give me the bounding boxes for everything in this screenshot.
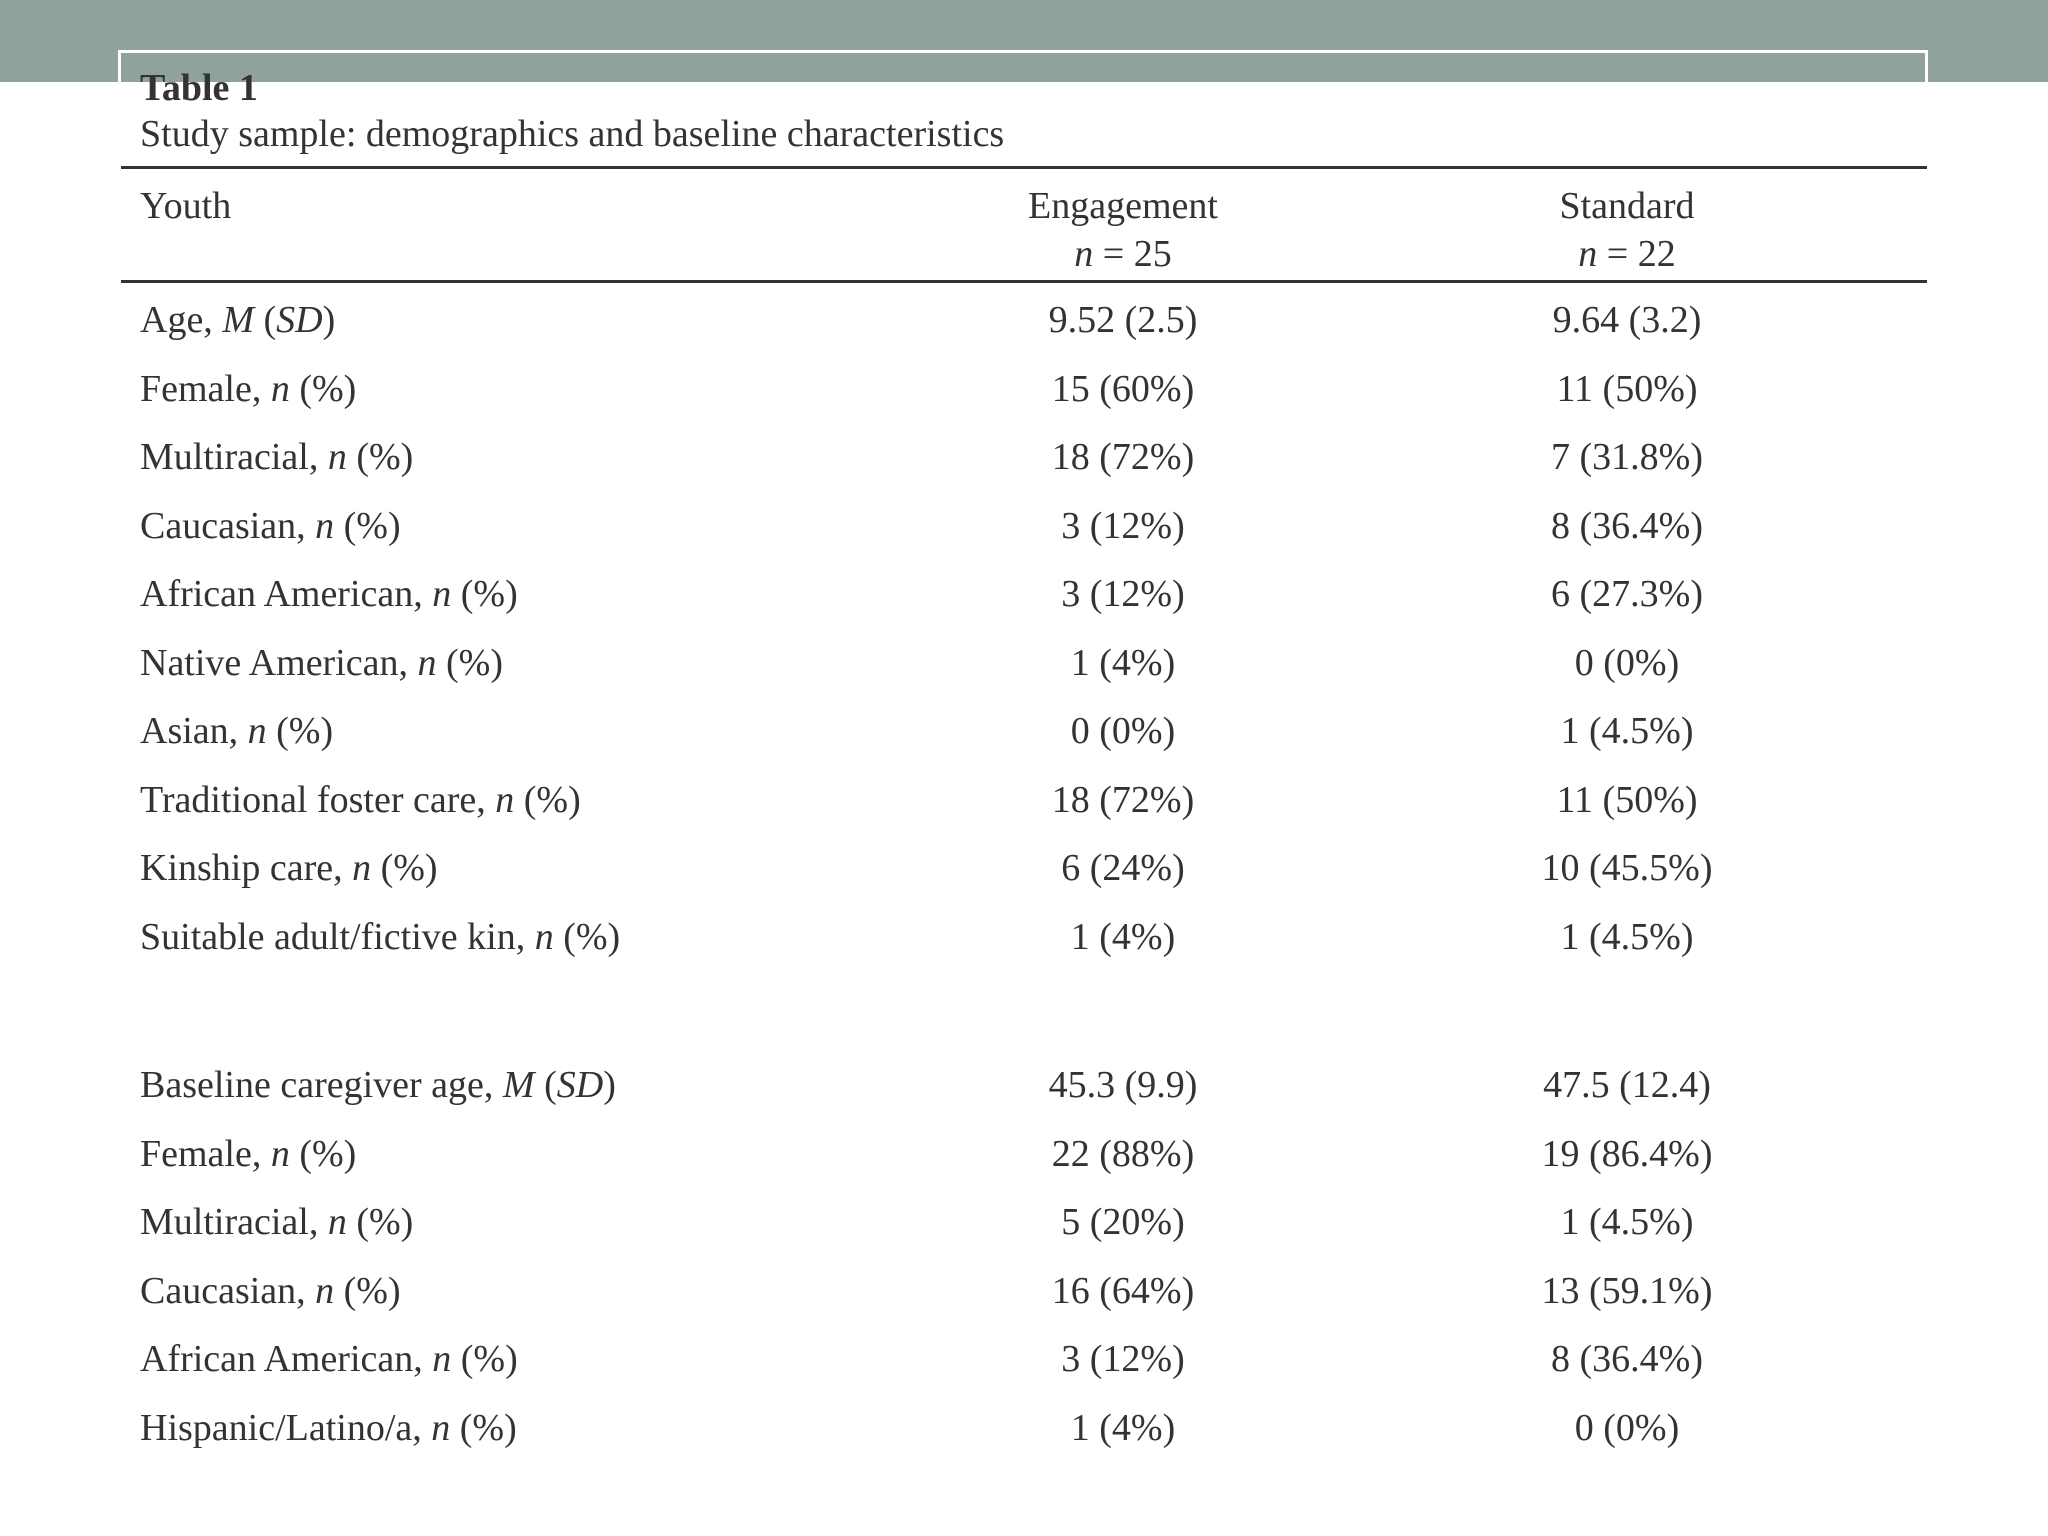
table-row bbox=[0, 433, 2048, 501]
standard-value: 1 (4.5%) bbox=[1560, 710, 1694, 752]
row-label: African American, n (%) bbox=[140, 1338, 518, 1380]
standard-value: 6 (27.3%) bbox=[1551, 573, 1703, 615]
standard-value: 1 (4.5%) bbox=[1560, 915, 1694, 958]
standard-value: 10 (45.5%) bbox=[1541, 847, 1713, 889]
table-row bbox=[0, 570, 2048, 638]
engagement-value: 1 (4%) bbox=[1070, 1406, 1176, 1449]
row-label: Age, M (SD) bbox=[140, 299, 336, 341]
table-row bbox=[0, 502, 2048, 570]
row-label: Multiracial, n (%) bbox=[140, 436, 414, 478]
row-label: Traditional foster care, n (%) bbox=[140, 778, 581, 821]
row-label: Hispanic/Latino/a, n (%) bbox=[140, 1406, 517, 1449]
engagement-value: 1 (4%) bbox=[1070, 641, 1176, 684]
engagement-value: 16 (64%) bbox=[1051, 1269, 1195, 1312]
table-row bbox=[0, 639, 2048, 707]
engagement-value: 3 (12%) bbox=[1061, 504, 1185, 547]
row-label: African American, n (%) bbox=[140, 573, 518, 615]
engagement-value: 18 (72%) bbox=[1051, 436, 1195, 478]
table-row bbox=[0, 1198, 2048, 1266]
table-caption: Study sample: demographics and baseline characteristics bbox=[140, 113, 1005, 155]
row-label: Multiracial, n (%) bbox=[140, 1201, 414, 1243]
table-row bbox=[0, 296, 2048, 364]
table-row bbox=[0, 1335, 2048, 1403]
engagement-value: 3 (12%) bbox=[1061, 573, 1185, 615]
engagement-value: 5 (20%) bbox=[1061, 1201, 1185, 1243]
standard-value: 47.5 (12.4) bbox=[1543, 1064, 1711, 1106]
engagement-value: 6 (24%) bbox=[1061, 847, 1185, 889]
column-header-youth: Youth bbox=[140, 185, 232, 227]
table-row bbox=[0, 776, 2048, 844]
row-label: Caucasian, n (%) bbox=[140, 504, 401, 547]
table-row bbox=[0, 365, 2048, 433]
table-row bbox=[0, 707, 2048, 775]
engagement-value: 1 (4%) bbox=[1070, 915, 1176, 958]
row-label: Caucasian, n (%) bbox=[140, 1269, 401, 1312]
row-label: Native American, n (%) bbox=[140, 641, 503, 684]
row-label: Kinship care, n (%) bbox=[140, 847, 438, 889]
row-label: Baseline caregiver age, M (SD) bbox=[140, 1064, 616, 1106]
row-label: Female, n (%) bbox=[140, 367, 357, 410]
table-row bbox=[0, 1267, 2048, 1335]
standard-group-name: Standard bbox=[1559, 185, 1695, 227]
engagement-value: 0 (0%) bbox=[1070, 710, 1176, 752]
standard-value: 19 (86.4%) bbox=[1541, 1132, 1713, 1175]
standard-value: 9.64 (3.2) bbox=[1552, 299, 1702, 341]
table-row bbox=[0, 1061, 2048, 1129]
engagement-value: 9.52 (2.5) bbox=[1048, 299, 1198, 341]
table-header-rule bbox=[121, 280, 1927, 283]
row-label: Asian, n (%) bbox=[140, 710, 334, 752]
standard-value: 11 (50%) bbox=[1556, 778, 1698, 821]
engagement-value: 18 (72%) bbox=[1051, 778, 1195, 821]
engagement-value: 45.3 (9.9) bbox=[1048, 1064, 1198, 1106]
table-row bbox=[0, 1130, 2048, 1198]
standard-value: 8 (36.4%) bbox=[1551, 504, 1703, 547]
standard-value: 0 (0%) bbox=[1574, 641, 1680, 684]
table-row bbox=[0, 844, 2048, 912]
standard-value: 1 (4.5%) bbox=[1560, 1201, 1694, 1243]
table-title: Table 1 bbox=[140, 67, 258, 109]
engagement-group-name: Engagement bbox=[1028, 185, 1218, 227]
title-frame bbox=[118, 50, 1928, 110]
standard-value: 0 (0%) bbox=[1574, 1406, 1680, 1449]
table-row bbox=[0, 1404, 2048, 1472]
engagement-group-size: n = 25 bbox=[1074, 233, 1172, 275]
standard-group-size: n = 22 bbox=[1578, 233, 1676, 275]
standard-value: 7 (31.8%) bbox=[1551, 436, 1703, 478]
engagement-value: 3 (12%) bbox=[1061, 1338, 1185, 1380]
engagement-value: 22 (88%) bbox=[1051, 1132, 1195, 1175]
table-top-rule bbox=[121, 166, 1927, 169]
standard-value: 8 (36.4%) bbox=[1551, 1338, 1703, 1380]
standard-value: 13 (59.1%) bbox=[1541, 1269, 1713, 1312]
engagement-value: 15 (60%) bbox=[1051, 367, 1195, 410]
standard-value: 11 (50%) bbox=[1556, 367, 1698, 410]
row-label: Female, n (%) bbox=[140, 1132, 357, 1175]
row-label: Suitable adult/fictive kin, n (%) bbox=[140, 915, 621, 958]
table-row bbox=[0, 913, 2048, 981]
